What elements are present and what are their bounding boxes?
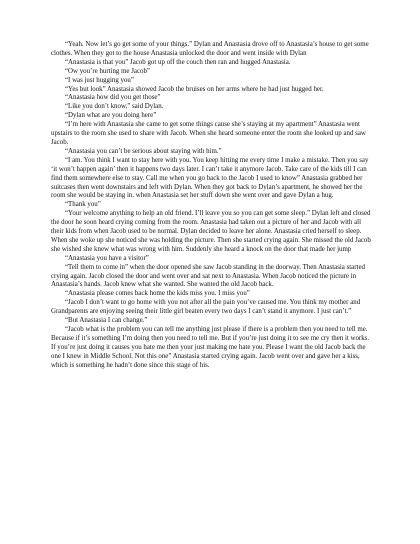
paragraph: “Like you don’t know,” said Dylan. <box>65 103 164 111</box>
paragraph: “Thank you” <box>65 201 101 209</box>
paragraph: “Anastasia is that you” Jacob got up off the couch then ran and hugged Anastasia. <box>65 58 291 66</box>
paragraph: “Your welcome anything to help an old friend. I’ll leave you so you can get some sleep.” Dylan left and closed the door he soon heard crying coming from the room. Anastasia had taken out a picture of her and Jacob with all their kids from when Jacob used to be normal. Dylan decided to leave her alone. Anastasia cried herself to sleep. When she woke up she noticed she was holding the picture. Then she started crying again. She missed the old Jacob she wished she knew what was wrong with him. Suddenly she heard a knock on the door that made her jump <box>51 210 371 253</box>
paragraph: “Yes but look” Anastasia showed Jacob the bruises on her arms where he had just hugged her. <box>65 85 324 93</box>
paragraph: “Anastasia how did you get those” <box>65 94 161 102</box>
paragraph: “Anastasia you can’t be serious about staying with him.” <box>65 147 222 155</box>
story-text <box>51 41 373 371</box>
paragraph: “I’m here with Anastasia she came to get some things cause she’s staying at my apartment” Anastasia went upstairs to the room she used to share with Jacob. When she heard someone enter the room she looked up and saw Jacob. <box>51 121 366 146</box>
paragraph: “Jacob I don’t want to go home with you not after all the pain you’ve caused me. You think my mother and Grandparents are enjoying seeing their little girl beaten every two days I can’t stand it anymore. I just can’t.” <box>51 299 361 316</box>
paragraph: “But Anastasia I can change.” <box>65 317 148 325</box>
paragraph: “I was just hugging you” <box>65 76 134 84</box>
paragraph: “Jacob what is the problem you can tell me anything just please if there is a problem then you need to tell me. Because if it’s something I’m doing then you need to tell me. But if you’re just doing it to see me cry then it works. If you’re just doing it causes you hate me then your just making me hate you. Please I want the old Jacob back the one I knew in Middle School. Not this one” Anastasia started crying again. Jacob went over and gave her a kiss, which is something he hadn’t done since this stage of his. <box>51 326 370 369</box>
paragraph: “Tell them to come in” when the door opened she saw Jacob standing in the doorway. Then Anastasia started crying again. Jacob closed the door and went over and sat next to Anastasia. When Jacob noticed the picture in Anastasia’s hands. Jacob knew what she wanted. She wanted the old Jacob back. <box>51 263 365 289</box>
paragraph: “I am. You think I want to stay here with you. You keep hitting me every time I make a mistake. Then you say ‘it won’t happen again’ then it happens two days later. I can’t take it anymore Jacob. Take care of the kids till I can find them somewhere else to stay. Call me when you go back to the Jacob I used to know” Anastasia grabbed her suitcases then went downstairs and left with Dylan. When they got back to Dylan’s apartment, he showed her the room she would be staying in. when Anastasia set her stuff down she went over and gave Dylan a hug. <box>51 156 369 200</box>
paragraph: “Anastasia you have a visitor” <box>65 254 149 262</box>
paragraph: “Anastasia please comes back home the kids miss you. I miss you” <box>65 290 250 298</box>
paragraph: “Ow you’re hurting me Jacob” <box>65 67 150 75</box>
paragraph: “Dylan what are you doing here” <box>65 112 157 120</box>
paragraph: “Yeah. Now let’s go get some of your things.” Dylan and Anastasia drove off to Anastasia’s house to get some clothes. When they got to the house Anastasia unlocked the door and went inside with Dylan <box>51 41 369 57</box>
